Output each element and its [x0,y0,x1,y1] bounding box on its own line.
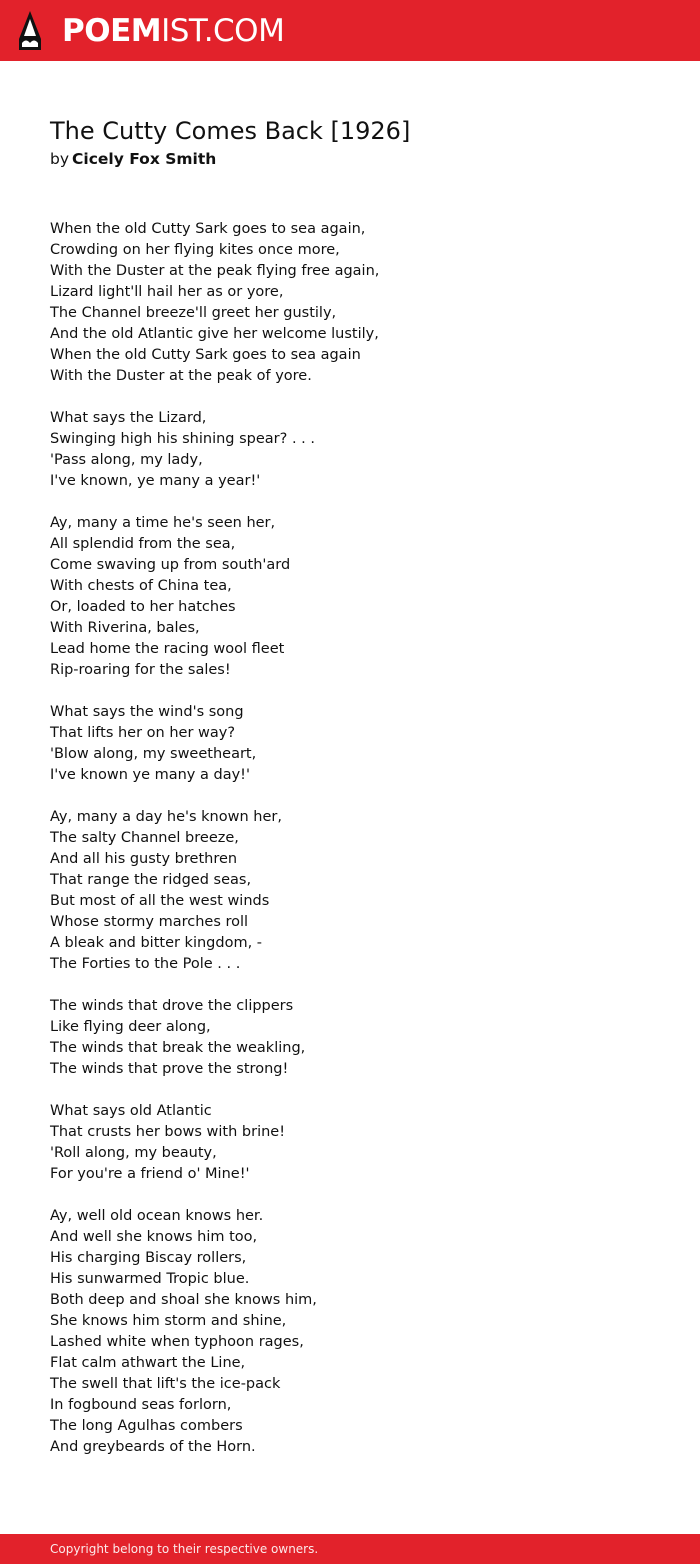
poem-line: What says old Atlantic [50,1103,212,1119]
stanza [50,1101,650,1185]
site-header [0,0,700,61]
poem-line: His sunwarmed Tropic blue. [50,1271,250,1287]
poem-line: His charging Biscay rollers, [50,1250,247,1266]
poem-line: The long Agulhas combers [50,1418,243,1434]
poem-line: When the old Cutty Sark goes to sea again [50,347,361,363]
poem-line: Ay, many a day he's known her, [50,809,282,825]
site-footer [0,1534,700,1564]
byline [50,148,216,170]
stanza [50,807,650,975]
poem-line: Or, loaded to her hatches [50,599,236,615]
poem-line: And well she knows him too, [50,1229,258,1245]
poem-line: And greybeards of the Horn. [50,1439,256,1455]
poem-line: Swinging high his shining spear? . . . [50,431,315,447]
logo-text-bold: POEM [62,13,162,49]
stanza [50,702,650,786]
poem-line: When the old Cutty Sark goes to sea again, [50,221,366,237]
poem-line: And the old Atlantic give her welcome lustily, [50,326,379,342]
poem-line: Come swaving up from south'ard [50,557,291,573]
poem-line: A bleak and bitter kingdom, - [50,935,263,951]
poem-line: I've known ye many a day!' [50,767,250,783]
poem-line: With the Duster at the peak flying free again, [50,263,380,279]
poem-line: The Channel breeze'll greet her gustily, [50,305,337,321]
author-name: Cicely Fox Smith [72,150,217,168]
poem-line: Both deep and shoal she knows him, [50,1292,317,1308]
stanza [50,408,650,492]
poem-line: She knows him storm and shine, [50,1313,287,1329]
poem-line: The winds that break the weakling, [50,1040,306,1056]
poem-line: The swell that lift's the ice-pack [50,1376,281,1392]
poem-line: The Forties to the Pole . . . [50,956,241,972]
poem-title: The Cutty Comes Back [1926] [50,117,411,145]
poem-line: With chests of China tea, [50,578,232,594]
poem-line: 'Blow along, my sweetheart, [50,746,257,762]
stanza [50,219,650,387]
poem-line: Lead home the racing wool fleet [50,641,285,657]
poem-line: Ay, many a time he's seen her, [50,515,276,531]
poem-body [50,219,650,1479]
poem-line: Ay, well old ocean knows her. [50,1208,264,1224]
poem-line: That crusts her bows with brine! [50,1124,286,1140]
poem-line: All splendid from the sea, [50,536,236,552]
by-label: by [50,150,70,168]
poem-line: What says the Lizard, [50,410,207,426]
poem-line: With Riverina, bales, [50,620,200,636]
poem-line: Flat calm athwart the Line, [50,1355,246,1371]
poem-line: Whose stormy marches roll [50,914,249,930]
stanza [50,1206,650,1458]
poem-line: Lashed white when typhoon rages, [50,1334,304,1350]
poem-line: Rip-roaring for the sales! [50,662,231,678]
poem-line: The winds that prove the strong! [50,1061,289,1077]
poem-line: That range the ridged seas, [50,872,252,888]
poem-line: For you're a friend o' Mine!' [50,1166,250,1182]
poem-line: Like flying deer along, [50,1019,211,1035]
logo-text-light: IST.COM [161,13,285,49]
pencil-logo-icon[interactable] [17,10,43,52]
poem-line: 'Pass along, my lady, [50,452,203,468]
poem-line: And all his gusty brethren [50,851,238,867]
site-logo-link[interactable] [62,11,284,51]
poem-line: 'Roll along, my beauty, [50,1145,217,1161]
poem-line: In fogbound seas forlorn, [50,1397,232,1413]
stanza [50,996,650,1080]
copyright-notice: Copyright belong to their respective owners. [50,1542,319,1556]
poem-line: Lizard light'll hail her as or yore, [50,284,284,300]
poem-line: With the Duster at the peak of yore. [50,368,312,384]
poem-line: The salty Channel breeze, [50,830,239,846]
poem-line: The winds that drove the clippers [50,998,294,1014]
poem-line: I've known, ye many a year!' [50,473,261,489]
poem-line: What says the wind's song [50,704,244,720]
poem-line: But most of all the west winds [50,893,270,909]
poem-line: Crowding on her flying kites once more, [50,242,340,258]
stanza [50,513,650,681]
poem-line: That lifts her on her way? [50,725,236,741]
